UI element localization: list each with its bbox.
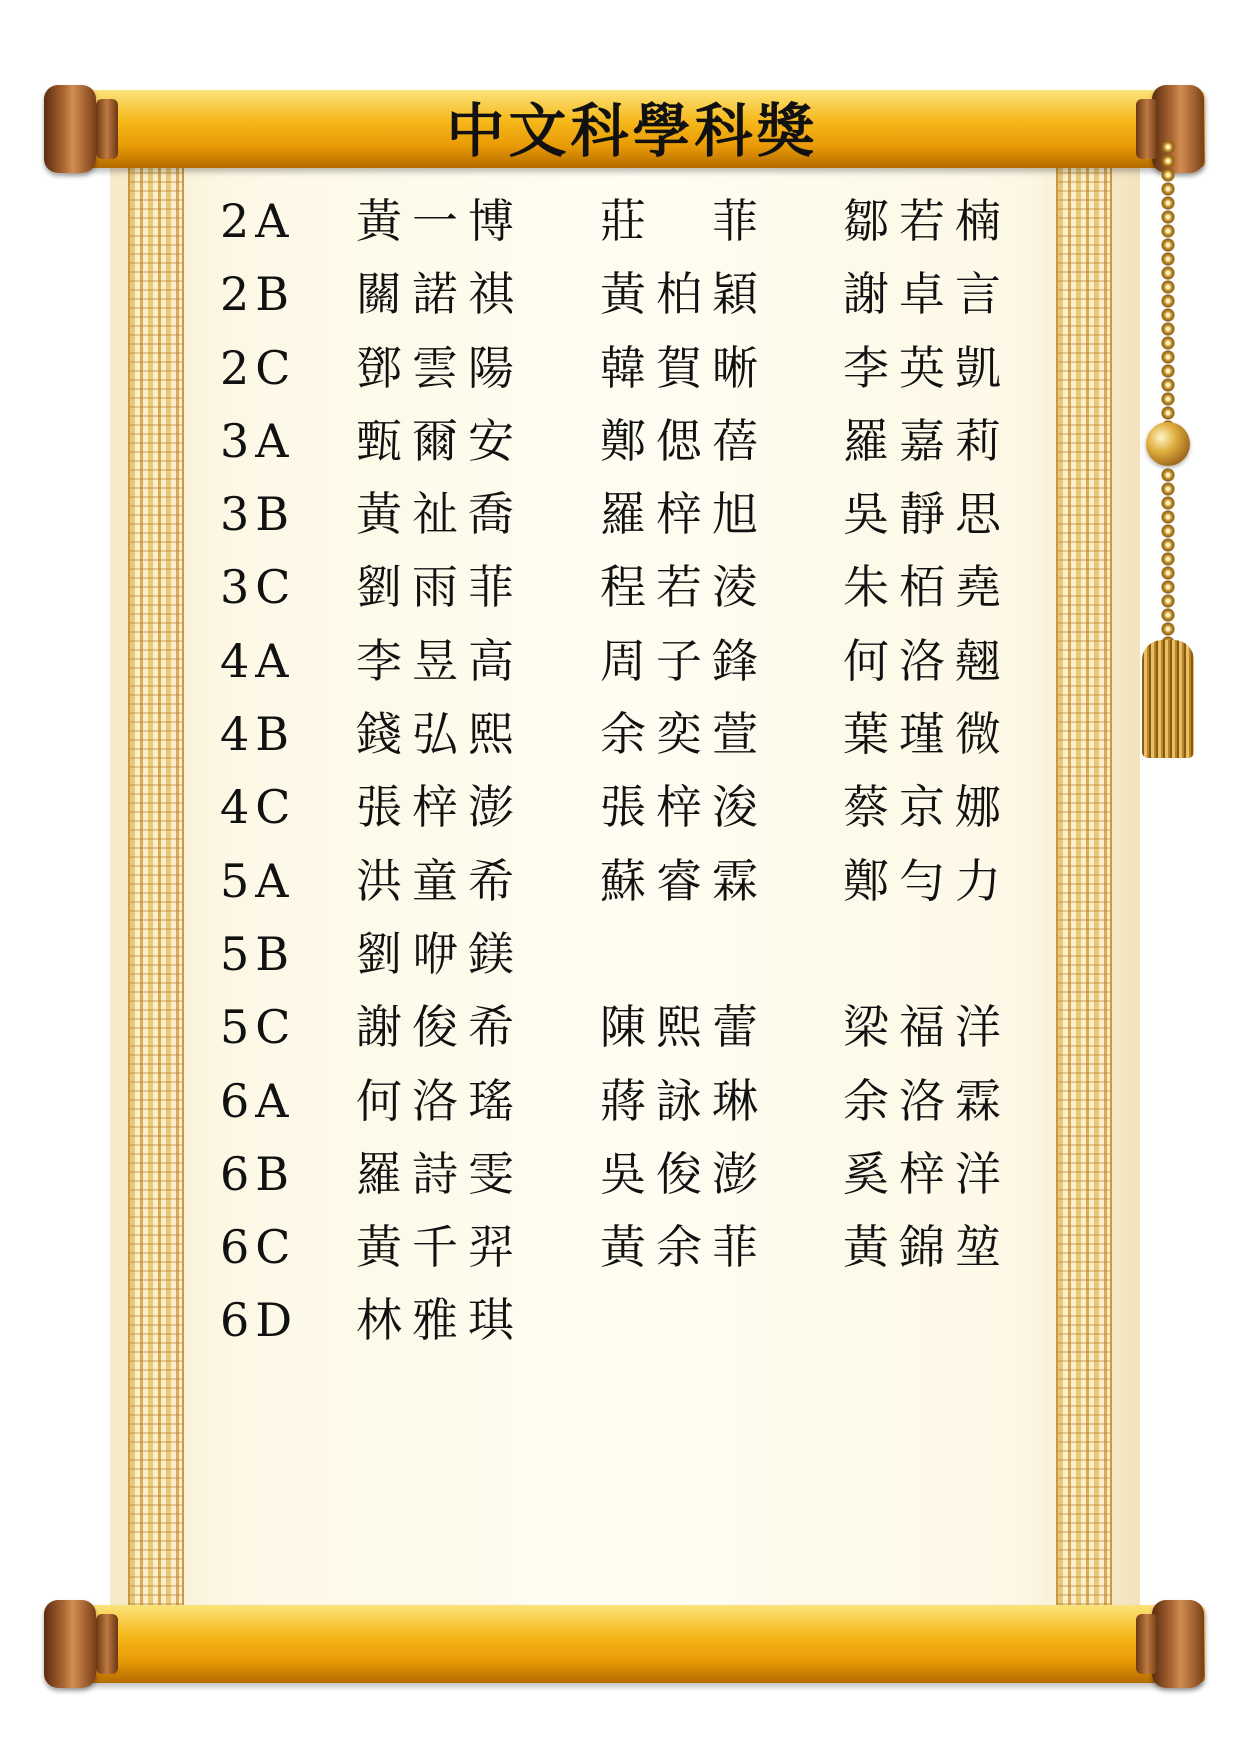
roller-knob	[44, 1600, 96, 1688]
student-name: 蘇睿霖	[600, 853, 768, 908]
student-name: 吳俊澎	[600, 1146, 768, 1201]
student-name: 黃柏穎	[600, 267, 768, 322]
student-name: 謝俊希	[356, 1000, 524, 1055]
class-label: 5B	[220, 926, 296, 981]
page-title: 中文科學科獎	[446, 97, 819, 165]
class-label: 3A	[220, 413, 295, 468]
student-name: 何洛瑤	[356, 1073, 524, 1128]
scroll-border-left	[128, 165, 184, 1605]
student-name: 林雅琪	[356, 1293, 524, 1348]
golden-orb-icon	[1146, 422, 1190, 466]
student-name: 羅梓旭	[600, 487, 768, 542]
student-name: 陳熙蕾	[600, 1000, 768, 1055]
bead-string-icon	[1161, 140, 1175, 425]
class-label: 6A	[220, 1073, 295, 1128]
student-name: 余奕萱	[600, 707, 768, 762]
scroll-bottom-roller	[60, 1605, 1205, 1683]
class-label: 4C	[220, 780, 297, 835]
class-label: 2A	[220, 194, 295, 248]
student-name: 黃千羿	[356, 1220, 524, 1275]
student-name: 甄爾安	[356, 413, 524, 468]
tassel-icon	[1142, 640, 1194, 758]
student-name: 周子鋒	[600, 633, 768, 688]
student-name: 關諾祺	[356, 267, 524, 322]
scroll-border-right	[1056, 165, 1112, 1605]
student-name: 謝卓言	[843, 267, 1011, 322]
student-name: 莊 菲	[600, 194, 768, 248]
student-name: 鄭偲蓓	[600, 413, 768, 468]
student-name: 黃錦堃	[843, 1220, 1011, 1275]
student-name: 奚梓洋	[843, 1146, 1011, 1201]
student-name: 鄒若楠	[843, 194, 1011, 248]
class-label: 6C	[220, 1220, 297, 1275]
student-name: 韓賀晰	[600, 340, 768, 395]
student-name: 朱栢堯	[843, 560, 1011, 615]
student-name: 李昱高	[356, 633, 524, 688]
class-label: 2B	[220, 267, 296, 322]
bead-string-icon	[1161, 468, 1175, 643]
student-name: 何洛翹	[843, 633, 1011, 688]
student-name: 鄧雲陽	[356, 340, 524, 395]
class-label: 5A	[220, 853, 295, 908]
student-name: 吳靜思	[843, 487, 1011, 542]
roller-cap	[96, 1614, 118, 1674]
student-name: 李英凱	[843, 340, 1011, 395]
student-name: 蔡京娜	[843, 780, 1011, 835]
student-name: 劉雨菲	[356, 560, 524, 615]
student-name: 劉咿鎂	[356, 926, 524, 981]
student-name: 鄭勻力	[843, 853, 1011, 908]
student-name: 黃一博	[356, 194, 524, 248]
student-name: 葉瑾微	[843, 707, 1011, 762]
class-label: 6B	[220, 1146, 296, 1201]
class-label: 2C	[220, 340, 297, 395]
student-name: 蔣詠琳	[600, 1073, 768, 1128]
roller-knob	[1152, 1600, 1204, 1688]
student-name: 黃祉喬	[356, 487, 524, 542]
student-name: 羅詩雯	[356, 1146, 524, 1201]
class-label: 3B	[220, 487, 296, 542]
student-name: 余洛霖	[843, 1073, 1011, 1128]
student-name: 張梓澎	[356, 780, 524, 835]
class-label: 4A	[220, 633, 295, 688]
student-name: 程若淩	[600, 560, 768, 615]
student-name: 錢弘熙	[356, 707, 524, 762]
class-label: 4B	[220, 707, 296, 762]
student-name: 梁福洋	[843, 1000, 1011, 1055]
student-name: 張梓浚	[600, 780, 768, 835]
student-name: 黃余菲	[600, 1220, 768, 1275]
class-label: 6D	[220, 1293, 299, 1348]
class-label: 3C	[220, 560, 297, 615]
roller-cap	[1136, 1614, 1158, 1674]
student-name: 洪童希	[356, 853, 524, 908]
class-label: 5C	[220, 1000, 297, 1055]
student-name: 羅嘉莉	[843, 413, 1011, 468]
